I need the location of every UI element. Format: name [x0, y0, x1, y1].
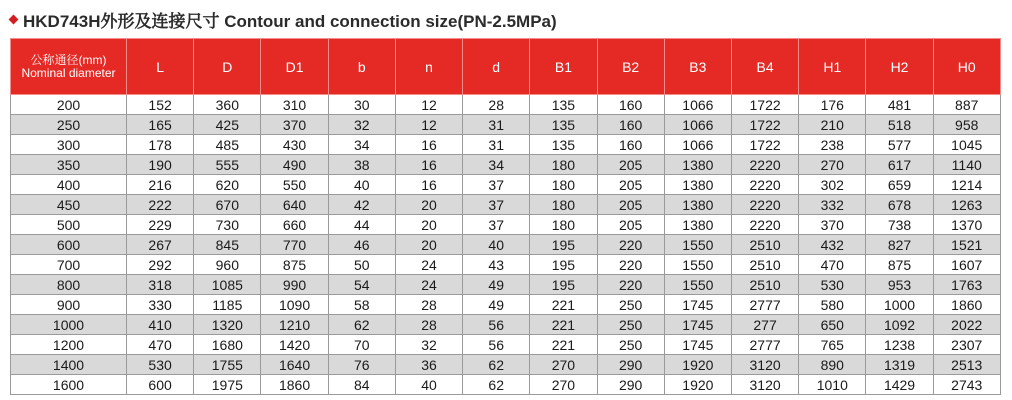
- table-cell: 370: [799, 215, 866, 235]
- table-cell: 56: [463, 335, 530, 355]
- table-cell: 58: [328, 295, 395, 315]
- table-cell: 165: [127, 115, 194, 135]
- header-b4: B4: [731, 39, 798, 95]
- table-cell: 659: [866, 175, 933, 195]
- table-cell: 1000: [866, 295, 933, 315]
- table-cell: 827: [866, 235, 933, 255]
- table-cell: 600: [127, 375, 194, 395]
- table-cell: 36: [395, 355, 462, 375]
- table-cell: 765: [799, 335, 866, 355]
- table-cell: 31: [463, 115, 530, 135]
- table-cell: 1722: [731, 115, 798, 135]
- table-cell: 32: [328, 115, 395, 135]
- table-cell: 1860: [933, 295, 1000, 315]
- table-cell: 205: [597, 155, 664, 175]
- header-h2: H2: [866, 39, 933, 95]
- table-cell: 2510: [731, 235, 798, 255]
- table-cell: 1370: [933, 215, 1000, 235]
- table-cell: 178: [127, 135, 194, 155]
- table-cell: 220: [597, 255, 664, 275]
- table-cell: 550: [261, 175, 328, 195]
- table-cell: 40: [395, 375, 462, 395]
- table-cell: 1066: [664, 135, 731, 155]
- table-cell: 250: [597, 315, 664, 335]
- table-cell: 290: [597, 375, 664, 395]
- table-cell: 160: [597, 135, 664, 155]
- table-cell: 28: [395, 295, 462, 315]
- table-cell: 1722: [731, 95, 798, 115]
- table-cell: 205: [597, 175, 664, 195]
- table-cell: 62: [463, 355, 530, 375]
- table-cell: 2513: [933, 355, 1000, 375]
- table-cell: 40: [463, 235, 530, 255]
- table-cell: 430: [261, 135, 328, 155]
- table-row: [11, 355, 1001, 375]
- header-d: D: [194, 39, 261, 95]
- table-cell: 3120: [731, 355, 798, 375]
- table-cell: 2307: [933, 335, 1000, 355]
- table-cell: 28: [395, 315, 462, 335]
- table-cell: 20: [395, 215, 462, 235]
- table-cell: 180: [530, 195, 597, 215]
- table-cell: 1755: [194, 355, 261, 375]
- table-cell: 300: [11, 135, 127, 155]
- table-cell: 1263: [933, 195, 1000, 215]
- table-cell: 135: [530, 135, 597, 155]
- header-n: n: [395, 39, 462, 95]
- table-row: [11, 135, 1001, 155]
- table-cell: 270: [530, 375, 597, 395]
- table-cell: 2777: [731, 335, 798, 355]
- table-cell: 1550: [664, 255, 731, 275]
- table-cell: 38: [328, 155, 395, 175]
- diamond-bullet-icon: [9, 14, 19, 24]
- table-row: [11, 295, 1001, 315]
- table-cell: 190: [127, 155, 194, 175]
- table-cell: 1380: [664, 155, 731, 175]
- table-cell: 1380: [664, 215, 731, 235]
- table-cell: 660: [261, 215, 328, 235]
- table-cell: 1975: [194, 375, 261, 395]
- table-cell: 46: [328, 235, 395, 255]
- table-cell: 2777: [731, 295, 798, 315]
- table-cell: 250: [597, 335, 664, 355]
- table-cell: 2510: [731, 255, 798, 275]
- table-cell: 12: [395, 95, 462, 115]
- table-cell: 2220: [731, 175, 798, 195]
- table-cell: 221: [530, 295, 597, 315]
- table-cell: 1066: [664, 115, 731, 135]
- table-cell: 152: [127, 95, 194, 115]
- table-cell: 1680: [194, 335, 261, 355]
- header-l: L: [127, 39, 194, 95]
- table-cell: 600: [11, 235, 127, 255]
- table-row: [11, 95, 1001, 115]
- table-row: [11, 235, 1001, 255]
- table-cell: 50: [328, 255, 395, 275]
- table-cell: 1763: [933, 275, 1000, 295]
- table-cell: 770: [261, 235, 328, 255]
- table-cell: 37: [463, 175, 530, 195]
- table-row: [11, 315, 1001, 335]
- table-cell: 1090: [261, 295, 328, 315]
- header-d: d: [463, 39, 530, 95]
- table-row: [11, 115, 1001, 135]
- table-cell: 1429: [866, 375, 933, 395]
- table-cell: 1066: [664, 95, 731, 115]
- table-cell: 360: [194, 95, 261, 115]
- table-body: [11, 95, 1001, 395]
- table-cell: 678: [866, 195, 933, 215]
- table-cell: 700: [11, 255, 127, 275]
- table-cell: 220: [597, 235, 664, 255]
- table-cell: 485: [194, 135, 261, 155]
- table-cell: 1092: [866, 315, 933, 335]
- table-cell: 350: [11, 155, 127, 175]
- header-nominal-diameter: [11, 39, 127, 95]
- table-cell: 180: [530, 175, 597, 195]
- table-cell: 1521: [933, 235, 1000, 255]
- table-cell: 267: [127, 235, 194, 255]
- table-cell: 1045: [933, 135, 1000, 155]
- table-cell: 1380: [664, 175, 731, 195]
- table-cell: 180: [530, 155, 597, 175]
- table-cell: 37: [463, 215, 530, 235]
- table-cell: 250: [11, 115, 127, 135]
- table-cell: 220: [597, 275, 664, 295]
- table-cell: 216: [127, 175, 194, 195]
- table-cell: 180: [530, 215, 597, 235]
- table-cell: 1400: [11, 355, 127, 375]
- table-cell: 953: [866, 275, 933, 295]
- table-cell: 32: [395, 335, 462, 355]
- table-cell: 1000: [11, 315, 127, 335]
- table-header-row: [11, 39, 1001, 95]
- table-cell: 555: [194, 155, 261, 175]
- table-row: [11, 155, 1001, 175]
- table-cell: 1214: [933, 175, 1000, 195]
- table-cell: 530: [127, 355, 194, 375]
- table-cell: 250: [597, 295, 664, 315]
- table-cell: 450: [11, 195, 127, 215]
- table-cell: 481: [866, 95, 933, 115]
- table-cell: 958: [933, 115, 1000, 135]
- table-cell: 887: [933, 95, 1000, 115]
- header-b2: B2: [597, 39, 664, 95]
- table-row: [11, 175, 1001, 195]
- table-cell: 518: [866, 115, 933, 135]
- table-cell: 1745: [664, 315, 731, 335]
- table-cell: 70: [328, 335, 395, 355]
- table-cell: 1200: [11, 335, 127, 355]
- table-cell: 580: [799, 295, 866, 315]
- table-cell: 617: [866, 155, 933, 175]
- table-cell: 990: [261, 275, 328, 295]
- table-cell: 195: [530, 235, 597, 255]
- table-row: [11, 195, 1001, 215]
- table-cell: 900: [11, 295, 127, 315]
- header-h1: H1: [799, 39, 866, 95]
- table-row: [11, 335, 1001, 355]
- table-cell: 43: [463, 255, 530, 275]
- table-cell: 210: [799, 115, 866, 135]
- table-cell: 24: [395, 275, 462, 295]
- table-cell: 292: [127, 255, 194, 275]
- table-row: [11, 255, 1001, 275]
- table-cell: 44: [328, 215, 395, 235]
- table-cell: 160: [597, 115, 664, 135]
- table-cell: 400: [11, 175, 127, 195]
- table-cell: 470: [127, 335, 194, 355]
- table-cell: 1238: [866, 335, 933, 355]
- table-cell: 425: [194, 115, 261, 135]
- header-b1: B1: [530, 39, 597, 95]
- table-cell: 1550: [664, 275, 731, 295]
- header-nominal-en: Nominal diameter: [21, 65, 116, 80]
- table-cell: 875: [261, 255, 328, 275]
- table-cell: 195: [530, 275, 597, 295]
- header-d1: D1: [261, 39, 328, 95]
- table-cell: 875: [866, 255, 933, 275]
- header-b: b: [328, 39, 395, 95]
- table-cell: 1607: [933, 255, 1000, 275]
- table-cell: 960: [194, 255, 261, 275]
- table-cell: 1380: [664, 195, 731, 215]
- table-cell: 135: [530, 115, 597, 135]
- table-cell: 135: [530, 95, 597, 115]
- table-cell: 222: [127, 195, 194, 215]
- table-cell: 12: [395, 115, 462, 135]
- table-cell: 1320: [194, 315, 261, 335]
- table-cell: 1185: [194, 295, 261, 315]
- table-cell: 1600: [11, 375, 127, 395]
- dimension-table: [10, 38, 1001, 395]
- table-cell: 500: [11, 215, 127, 235]
- table-cell: 221: [530, 315, 597, 335]
- table-cell: 195: [530, 255, 597, 275]
- table-cell: 49: [463, 275, 530, 295]
- table-cell: 470: [799, 255, 866, 275]
- table-row: [11, 375, 1001, 395]
- table-row: [11, 275, 1001, 295]
- table-cell: 56: [463, 315, 530, 335]
- table-cell: 2743: [933, 375, 1000, 395]
- table-cell: 1010: [799, 375, 866, 395]
- table-cell: 49: [463, 295, 530, 315]
- table-cell: 16: [395, 175, 462, 195]
- table-cell: 1420: [261, 335, 328, 355]
- table-cell: 1085: [194, 275, 261, 295]
- table-cell: 76: [328, 355, 395, 375]
- table-cell: 28: [463, 95, 530, 115]
- table-cell: 205: [597, 195, 664, 215]
- table-cell: 1640: [261, 355, 328, 375]
- table-cell: 577: [866, 135, 933, 155]
- table-cell: 332: [799, 195, 866, 215]
- table-cell: 238: [799, 135, 866, 155]
- table-cell: 270: [530, 355, 597, 375]
- table-cell: 530: [799, 275, 866, 295]
- table-cell: 200: [11, 95, 127, 115]
- table-cell: 318: [127, 275, 194, 295]
- table-cell: 20: [395, 235, 462, 255]
- table-cell: 37: [463, 195, 530, 215]
- table-cell: 20: [395, 195, 462, 215]
- table-cell: 62: [328, 315, 395, 335]
- table-cell: 845: [194, 235, 261, 255]
- table-cell: 410: [127, 315, 194, 335]
- table-cell: 34: [328, 135, 395, 155]
- table-cell: 176: [799, 95, 866, 115]
- page-title: [6, 6, 557, 32]
- table-cell: 42: [328, 195, 395, 215]
- table-cell: 2022: [933, 315, 1000, 335]
- table-cell: 205: [597, 215, 664, 235]
- header-h0: H0: [933, 39, 1000, 95]
- header-nominal-cn: 公称通径(mm): [30, 52, 107, 67]
- table-cell: 270: [799, 155, 866, 175]
- table-cell: 24: [395, 255, 462, 275]
- table-cell: 221: [530, 335, 597, 355]
- table-cell: 890: [799, 355, 866, 375]
- table-cell: 1920: [664, 375, 731, 395]
- table-cell: 16: [395, 155, 462, 175]
- table-cell: 1319: [866, 355, 933, 375]
- table-cell: 1860: [261, 375, 328, 395]
- table-cell: 490: [261, 155, 328, 175]
- table-cell: 290: [597, 355, 664, 375]
- table-cell: 84: [328, 375, 395, 395]
- table-cell: 2220: [731, 215, 798, 235]
- table-cell: 2220: [731, 195, 798, 215]
- table-cell: 1745: [664, 295, 731, 315]
- table-cell: 2510: [731, 275, 798, 295]
- table-cell: 432: [799, 235, 866, 255]
- table-cell: 277: [731, 315, 798, 335]
- table-cell: 34: [463, 155, 530, 175]
- table-cell: 620: [194, 175, 261, 195]
- table-cell: 640: [261, 195, 328, 215]
- table-cell: 370: [261, 115, 328, 135]
- table-cell: 650: [799, 315, 866, 335]
- table-cell: 16: [395, 135, 462, 155]
- table-cell: 3120: [731, 375, 798, 395]
- table-cell: 302: [799, 175, 866, 195]
- table-cell: 1722: [731, 135, 798, 155]
- table-cell: 2220: [731, 155, 798, 175]
- table-cell: 62: [463, 375, 530, 395]
- table-cell: 1920: [664, 355, 731, 375]
- table-cell: 730: [194, 215, 261, 235]
- table-cell: 1210: [261, 315, 328, 335]
- table-row: [11, 215, 1001, 235]
- table-cell: 31: [463, 135, 530, 155]
- table-cell: 229: [127, 215, 194, 235]
- title-text: HKD743H外形及连接尺寸 Contour and connection size(PN-2.5MPa): [23, 11, 557, 31]
- table-cell: 40: [328, 175, 395, 195]
- table-cell: 330: [127, 295, 194, 315]
- table-cell: 30: [328, 95, 395, 115]
- table-cell: 800: [11, 275, 127, 295]
- table-cell: 670: [194, 195, 261, 215]
- table-cell: 1140: [933, 155, 1000, 175]
- table-cell: 738: [866, 215, 933, 235]
- table-cell: 1550: [664, 235, 731, 255]
- table-cell: 160: [597, 95, 664, 115]
- table-cell: 1745: [664, 335, 731, 355]
- table-cell: 310: [261, 95, 328, 115]
- header-b3: B3: [664, 39, 731, 95]
- table-cell: 54: [328, 275, 395, 295]
